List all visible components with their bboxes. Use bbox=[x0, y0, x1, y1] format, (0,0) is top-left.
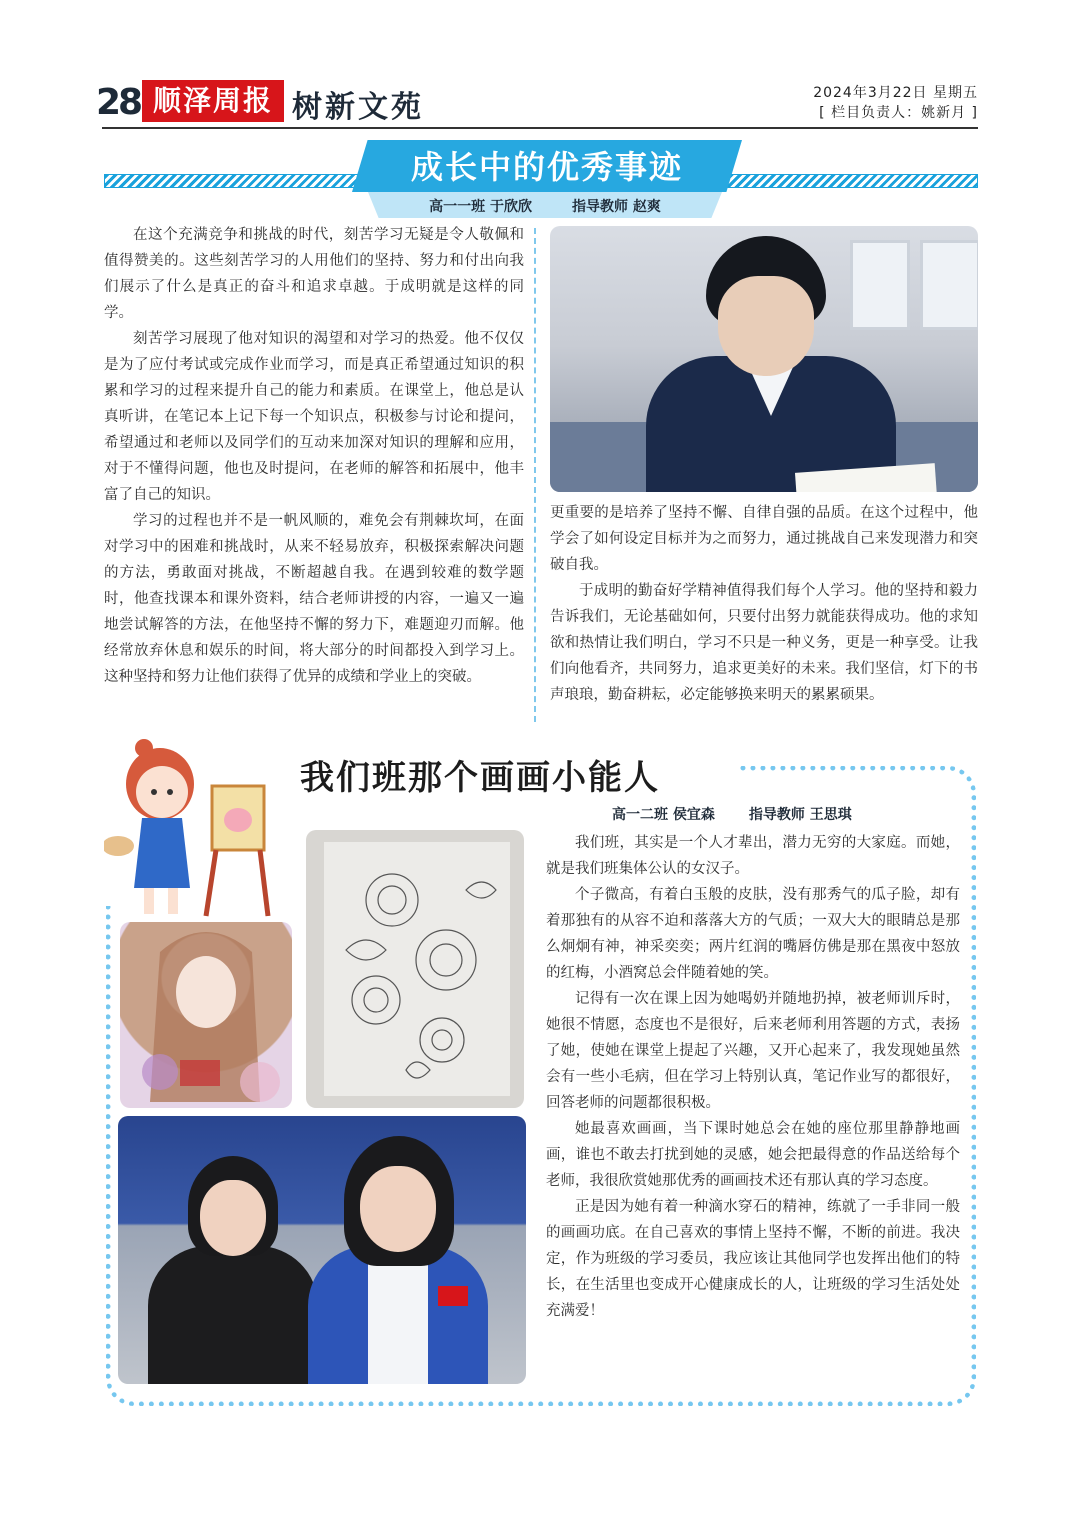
article2-title: 我们班那个画画小能人 bbox=[300, 758, 660, 798]
article2-teacher: 指导教师 王思琪 bbox=[748, 807, 852, 823]
flower-line-art bbox=[306, 830, 524, 1108]
drawn-ornament bbox=[180, 1060, 220, 1086]
leg bbox=[168, 888, 178, 914]
portrait-sketch bbox=[120, 922, 292, 1108]
article1-paragraph: 刻苦学习展现了他对知识的渴望和对学习的热爱。他不仅仅是为了应付考试或完成作业而学习，而是真正希望通过知识的积累和学习的过程来提升自己的能力和素质。在课堂上，他总是认真听讲，在笔记本上记下每一个知识点，积极参与讨论和提问，希望通过和老师以及同学们的互动来加深对知识的理解和应用，对于不懂得问题，他也及时提问，在老师的解答和拓展中，他丰富了自己的知识。 bbox=[104, 331, 524, 503]
header-divider bbox=[102, 127, 978, 129]
easel-leg bbox=[206, 850, 216, 916]
article2-column bbox=[546, 830, 960, 1324]
article1-title: 成长中的优秀事迹 bbox=[410, 148, 683, 186]
article2-author: 高一二班 侯宜森 bbox=[612, 807, 715, 823]
article1-column-right bbox=[550, 500, 978, 708]
palette bbox=[104, 836, 134, 856]
drawn-flower bbox=[240, 1062, 280, 1102]
issue-date: 2024年3月22日 星期五 bbox=[813, 85, 978, 101]
student-face bbox=[718, 276, 814, 376]
two-girls-photo bbox=[118, 1116, 526, 1384]
girl-left bbox=[148, 1156, 318, 1384]
article1-paragraph: 在这个充满竞争和挑战的时代，刻苦学习无疑是令人敬佩和值得赞美的。这些刻苦学习的人用他们的坚持、努力和付出向我们展示了什么是真正的奋斗和追求卓越。于成明就是这样的同学。 bbox=[104, 227, 524, 321]
article2-paragraph: 正是因为她有着一种滴水穿石的精神，练就了一手非同一般的画画功底。在自己喜欢的事情上坚持不懈，不断的前进。我决定，作为班级的学习委员，我应该让其他同学也发挥出他们的特长，在生活里也变成开心健康成长的人，让班级的学习生活处处充满爱！ bbox=[546, 1199, 960, 1319]
classroom-window bbox=[920, 240, 978, 330]
column-editor: [ 栏目负责人：姚新月 ] bbox=[819, 105, 978, 121]
article2-paragraph: 记得有一次在课上因为她喝奶并随地扔掉，被老师训斥时，她很不情愿，态度也不是很好，后来老师利用答题的方式，表扬了她，使她在课堂上提起了兴趣，又开心起来了，我发现她虽然会有一些小毛病，但在学习上特别认真，笔记作业写的都很好，回答老师的问题都很积极。 bbox=[546, 991, 960, 1111]
newspaper-masthead: 顺泽周报 bbox=[142, 80, 284, 122]
column-divider bbox=[534, 228, 536, 722]
apron bbox=[134, 818, 190, 888]
article1-paragraph: 更重要的是培养了坚持不懈、自律自强的品质。在这个过程中，他学会了如何设定目标并为之而努力，通过挑战自己来发现潜力和突破自我。 bbox=[550, 505, 978, 573]
easel-leg bbox=[260, 850, 268, 916]
article1-paragraph: 学习的过程也并不是一帆风顺的，难免会有荆棘坎坷，在面对学习中的困难和挑战时，从来不轻易放弃，积极探索解决问题的方法，勇敢面对挑战，不断超越自我。在遇到较难的数学题时，他查找课本和课外资料，结合老师讲授的内容，一遍又一遍地尝试解答的方法，在他坚持不懈的努力下，难题迎刃而解。他经常放弃休息和娱乐的时间，将大部分的时间都投入到学习上。这种坚持和努力让他们获得了优异的成绩和学业上的突破。 bbox=[104, 513, 524, 685]
drawn-flower bbox=[142, 1054, 178, 1090]
student-figure bbox=[646, 236, 896, 492]
leg bbox=[144, 888, 154, 914]
article1-teacher: 指导教师 赵爽 bbox=[572, 199, 661, 215]
face bbox=[360, 1166, 436, 1252]
girl-right bbox=[308, 1136, 488, 1384]
face bbox=[200, 1180, 266, 1256]
drawn-face bbox=[176, 956, 236, 1028]
jacket-stripe bbox=[368, 1246, 428, 1384]
article1-paragraph: 于成明的勤奋好学精神值得我们每个人学习。他的坚持和毅力告诉我们，无论基础如何，只要付出努力就能获得成功。他的求知欲和热情让我们明白，学习不只是一种义务，更是一种享受。让我们向他看齐，共同努力，追求更美好的未来。我们坚信，灯下的书声琅琅，勤奋耕耘，必定能够换来明天的累累硕果。 bbox=[550, 583, 978, 703]
article2-byline bbox=[612, 804, 852, 824]
girl-painter-illustration bbox=[104, 738, 274, 918]
hair-bun bbox=[135, 739, 153, 757]
portrait-drawing-photo bbox=[120, 922, 292, 1108]
article2-paragraph: 个子微高，有着白玉般的皮肤，没有那秀气的瓜子脸，却有着那独有的从容不迫和落落大方的气质；一双大大的眼睛总是那么炯炯有神，神采奕奕；两片红润的嘴唇仿佛是那在黑夜中怒放的红梅，小酒窝总会伴随着她的笑。 bbox=[546, 887, 960, 981]
page-number: 28 bbox=[96, 82, 141, 123]
article2-paragraph: 我们班，其实是一个人才辈出，潜力无穷的大家庭。而她，就是我们班集体公认的女汉子。 bbox=[546, 835, 960, 877]
title-stripe-left bbox=[104, 174, 362, 188]
section-title: 树新文苑 bbox=[292, 90, 424, 125]
eye bbox=[167, 789, 173, 795]
face bbox=[136, 766, 188, 818]
flower-sketch-photo bbox=[306, 830, 524, 1108]
title-stripe-right bbox=[720, 174, 978, 188]
article1-column-left bbox=[104, 222, 524, 690]
eye bbox=[151, 789, 157, 795]
student-studying-photo bbox=[550, 226, 978, 492]
article1-author: 高一一班 于欣欣 bbox=[429, 199, 532, 215]
bunny-drawing bbox=[224, 808, 252, 832]
black-coat bbox=[148, 1246, 318, 1384]
article2-paragraph: 她最喜欢画画，当下课时她总会在她的座位那里静静地画画，谁也不敢去打扰到她的灵感，她会把最得意的作品送给每个老师，我很欣赏她那优秀的画画技术还有那认真的学习态度。 bbox=[546, 1121, 960, 1189]
flag-patch bbox=[438, 1286, 468, 1306]
article1-byline bbox=[368, 196, 722, 216]
